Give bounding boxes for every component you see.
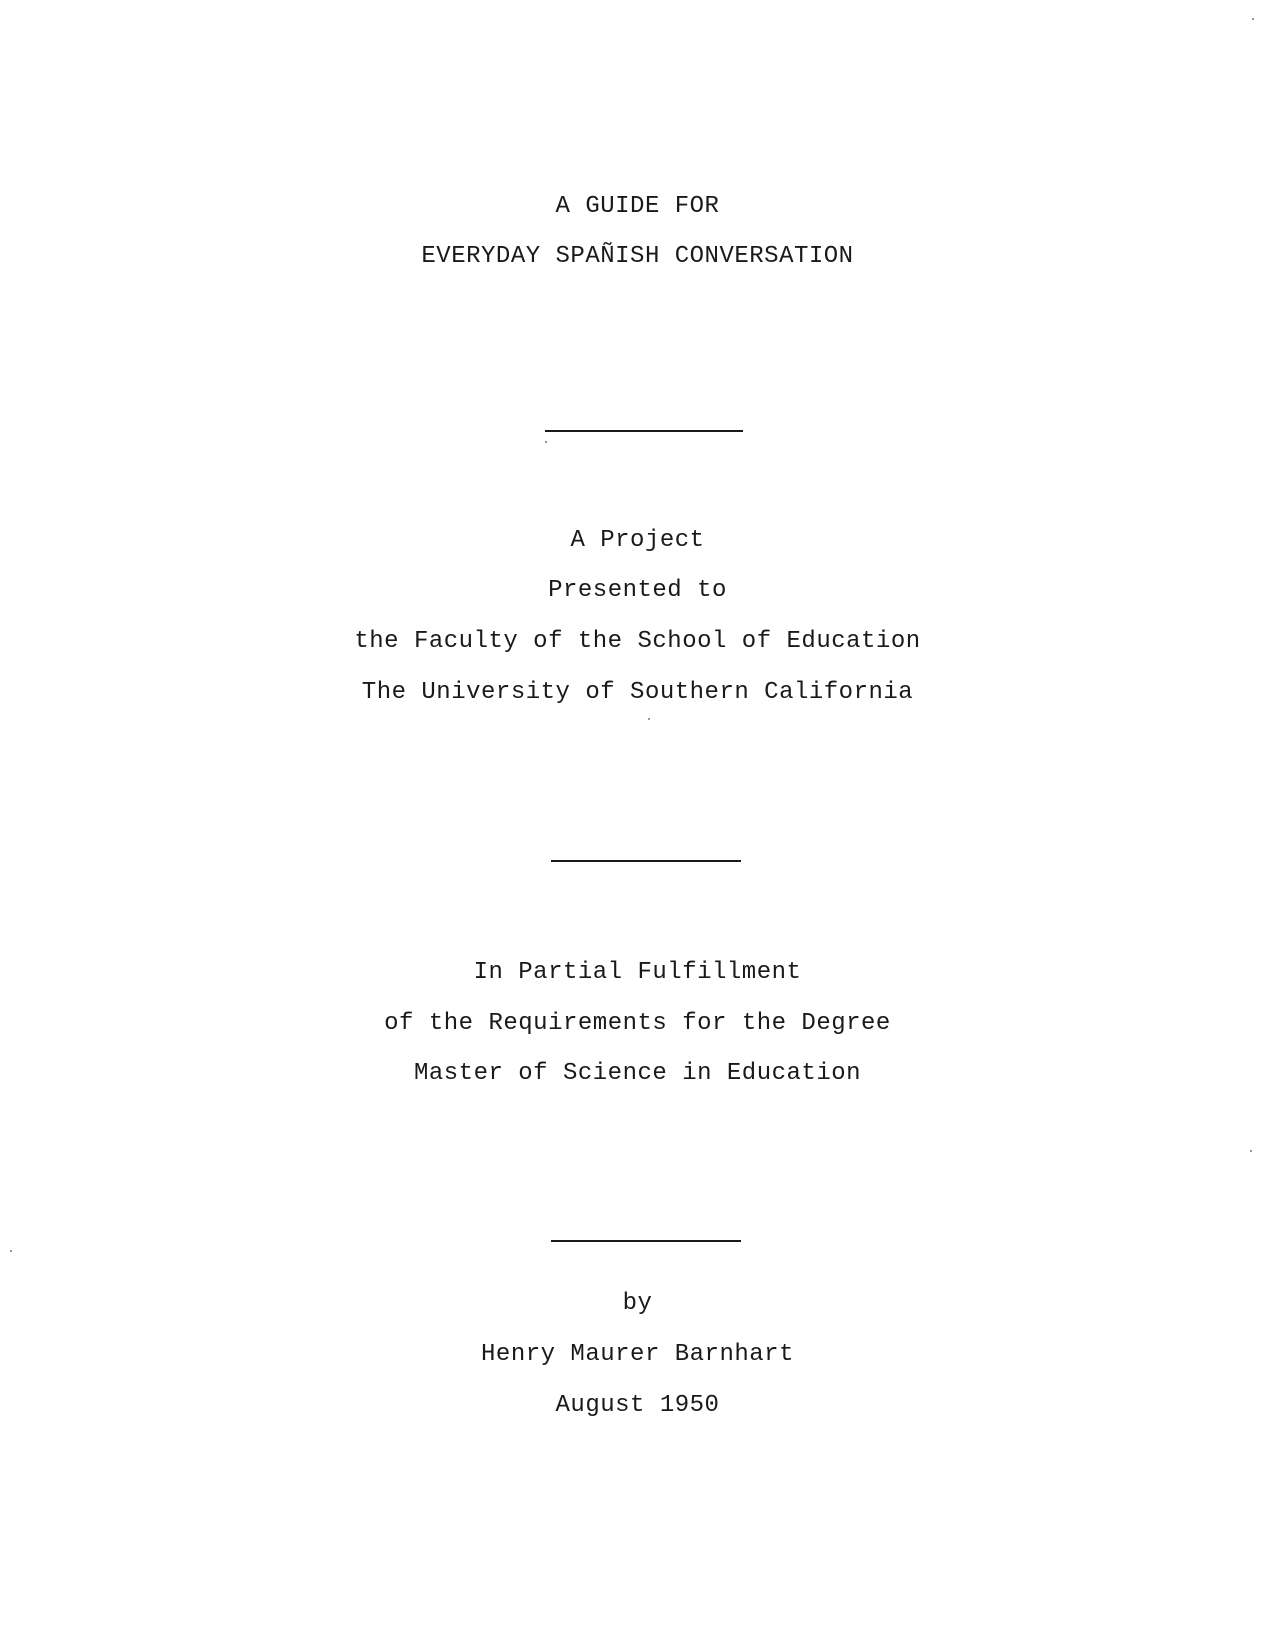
author-name: Henry Maurer Barnhart — [481, 1341, 794, 1368]
presentation-line-3: the Faculty of the School of Education — [354, 628, 921, 655]
scan-speck — [1250, 1150, 1252, 1152]
scan-speck — [545, 441, 547, 443]
title-line-1: A GUIDE FOR — [555, 193, 720, 220]
presentation-line-4: The University of Southern California — [361, 679, 914, 706]
fulfillment-line-3: Master of Science in Education — [413, 1060, 862, 1087]
divider-rule-1 — [545, 430, 743, 432]
title-line-2: EVERYDAY SPAÑISH CONVERSATION — [421, 243, 854, 270]
fulfillment-line-1: In Partial Fulfillment — [473, 959, 802, 986]
by-line: by — [622, 1290, 653, 1317]
divider-rule-3 — [551, 1240, 741, 1242]
divider-rule-2 — [551, 860, 741, 862]
scan-speck — [10, 1250, 12, 1252]
presentation-line-2: Presented to — [548, 577, 727, 604]
scan-speck — [648, 718, 650, 720]
presentation-line-1: A Project — [570, 527, 705, 554]
scan-speck — [1252, 18, 1254, 20]
author-date: August 1950 — [555, 1392, 720, 1419]
fulfillment-line-2: of the Requirements for the Degree — [384, 1010, 891, 1037]
